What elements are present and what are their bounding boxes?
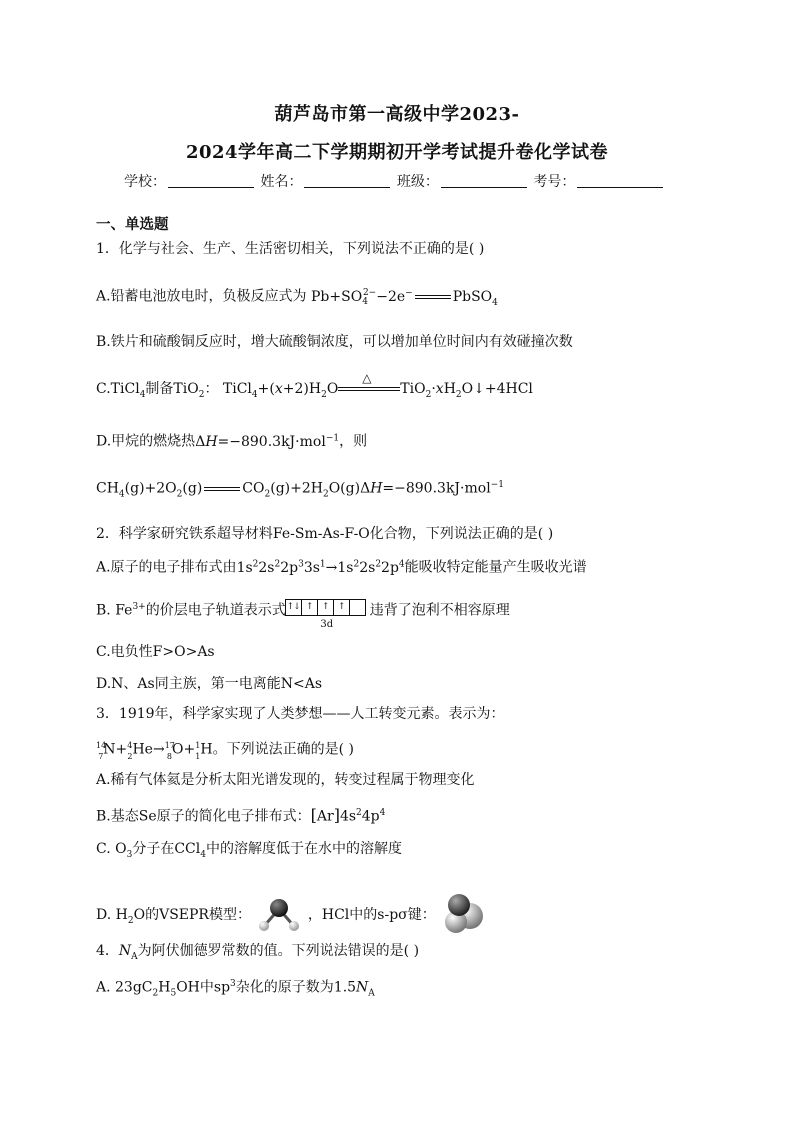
question-3-option-b[interactable]: B.基态Se原子的简化电子排布式：$[Ar]4s^24p^4$ — [96, 805, 386, 825]
exam-title-line2: 2024学年高二下学期期初开学考试提升卷化学试卷 — [185, 142, 609, 163]
heating-arrow: △ — [338, 380, 400, 398]
name-label: 姓名： — [260, 174, 303, 190]
question-4-stem: 4．$N_A$为阿伏伽德罗常数的值。下列说法错误的是( ) — [96, 943, 420, 962]
name-blank[interactable] — [304, 187, 390, 188]
question-2-option-d[interactable]: D.N、As同主族，第一电离能N<As — [96, 676, 323, 692]
question-3-option-a[interactable]: A.稀有气体氦是分析太阳光谱发现的，转变过程属于物理变化 — [96, 772, 475, 788]
school-label: 学校： — [124, 174, 166, 190]
electron-configuration-change: $1s^22s^22p^33s^1\to 1s^22s^22p^4$ — [236, 559, 405, 576]
question-3-stem: 3．1919年，科学家实现了人类梦想——人工转变元素。表示为： — [96, 706, 505, 722]
question-1-option-a[interactable]: A.铅蓄电池放电时，负极反应式为 $Pb+SO_4^{2-}-2e^-$ PbSO$_4$ — [96, 288, 498, 308]
question-1-option-d[interactable]: D.甲烷的燃烧热ΔH=−890.3kJ·mol$^{-1}$，则 — [96, 433, 368, 450]
question-3-option-d[interactable]: D. $H_2O$的VSEPR模型： ，HCl中的s-pσ键： — [96, 892, 486, 938]
hcl-s-p-sigma-bond-image — [440, 892, 486, 938]
question-1-option-d-equation: $CH_4(g)+2O_2(g)$ $CO_2(g)+2H_2O(g)\Delta H=-890.3kJ\cdot mol^{-1}$ — [96, 480, 504, 500]
question-2-stem: 2．科学家研究铁系超导材料Fe-Sm-As-F-O化合物，下列说法正确的是( ) — [96, 526, 554, 542]
water-vsepr-model-image — [255, 895, 303, 935]
school-blank[interactable] — [168, 187, 254, 188]
exam-number-blank[interactable] — [577, 187, 663, 188]
exam-title-line1: 葫芦岛市第一高级中学2023- — [274, 104, 520, 125]
methane-enthalpy: ΔH=−890.3kJ·mol$^{-1}$ — [195, 433, 340, 450]
question-4-option-a[interactable]: A. $23gC_2H_5OH$中$sp^3$杂化的原子数为$1.5N_A$ — [96, 979, 375, 999]
question-2-option-b[interactable]: B. $Fe^{3+}$的价层电子轨道表示式 ↑↓ ↑ ↑ ↑ 3d 违背了泡利不相容原理 — [96, 598, 510, 623]
question-3-nuclear-equation: $^{14}_7$N+$^4_2$He→$^{17}_8$O+$^1_1$H。下列说法正确的是( ) — [96, 741, 354, 761]
question-1-option-c[interactable]: C.TiCl$_4$制备TiO$_2$： $TiCl_4+(x+2)H_2O$ △ $TiO_2\cdot xH_2O↓+4HCl$ — [96, 371, 533, 400]
student-info-row — [124, 171, 665, 191]
question-2-option-c[interactable]: C.电负性F>O>As — [96, 644, 215, 660]
lead-anode-equation: $Pb+SO_4^{2-}-2e^-$ PbSO$_4$ — [311, 288, 498, 308]
class-blank[interactable] — [441, 187, 527, 188]
question-1-option-b[interactable]: B.铁片和硫酸铜反应时，增大硫酸铜浓度，可以增加单位时间内有效碰撞次数 — [96, 334, 573, 350]
question-2-option-a[interactable]: A.原子的电子排布式由$1s^22s^22p^33s^1\to 1s^22s^22p^4$能吸收特定能量产生吸收光谱 — [96, 559, 587, 576]
3d-orbital-diagram: ↑↓ ↑ ↑ ↑ 3d — [286, 599, 368, 623]
ticl4-hydrolysis-equation: $TiCl_4+(x+2)H_2O$ △ $TiO_2\cdot xH_2O↓+4HCl$ — [222, 371, 533, 400]
section-heading: 一、单选题 — [96, 216, 169, 233]
question-3-option-c[interactable]: C. $O_3$分子在CCl$_4$中的溶解度低于在水中的溶解度 — [96, 841, 402, 860]
exam-number-label: 考号： — [533, 174, 576, 190]
question-1-stem: 1．化学与社会、生产、生活密切相关，下列说法不正确的是( ) — [96, 241, 485, 257]
class-label: 班级： — [396, 174, 439, 190]
